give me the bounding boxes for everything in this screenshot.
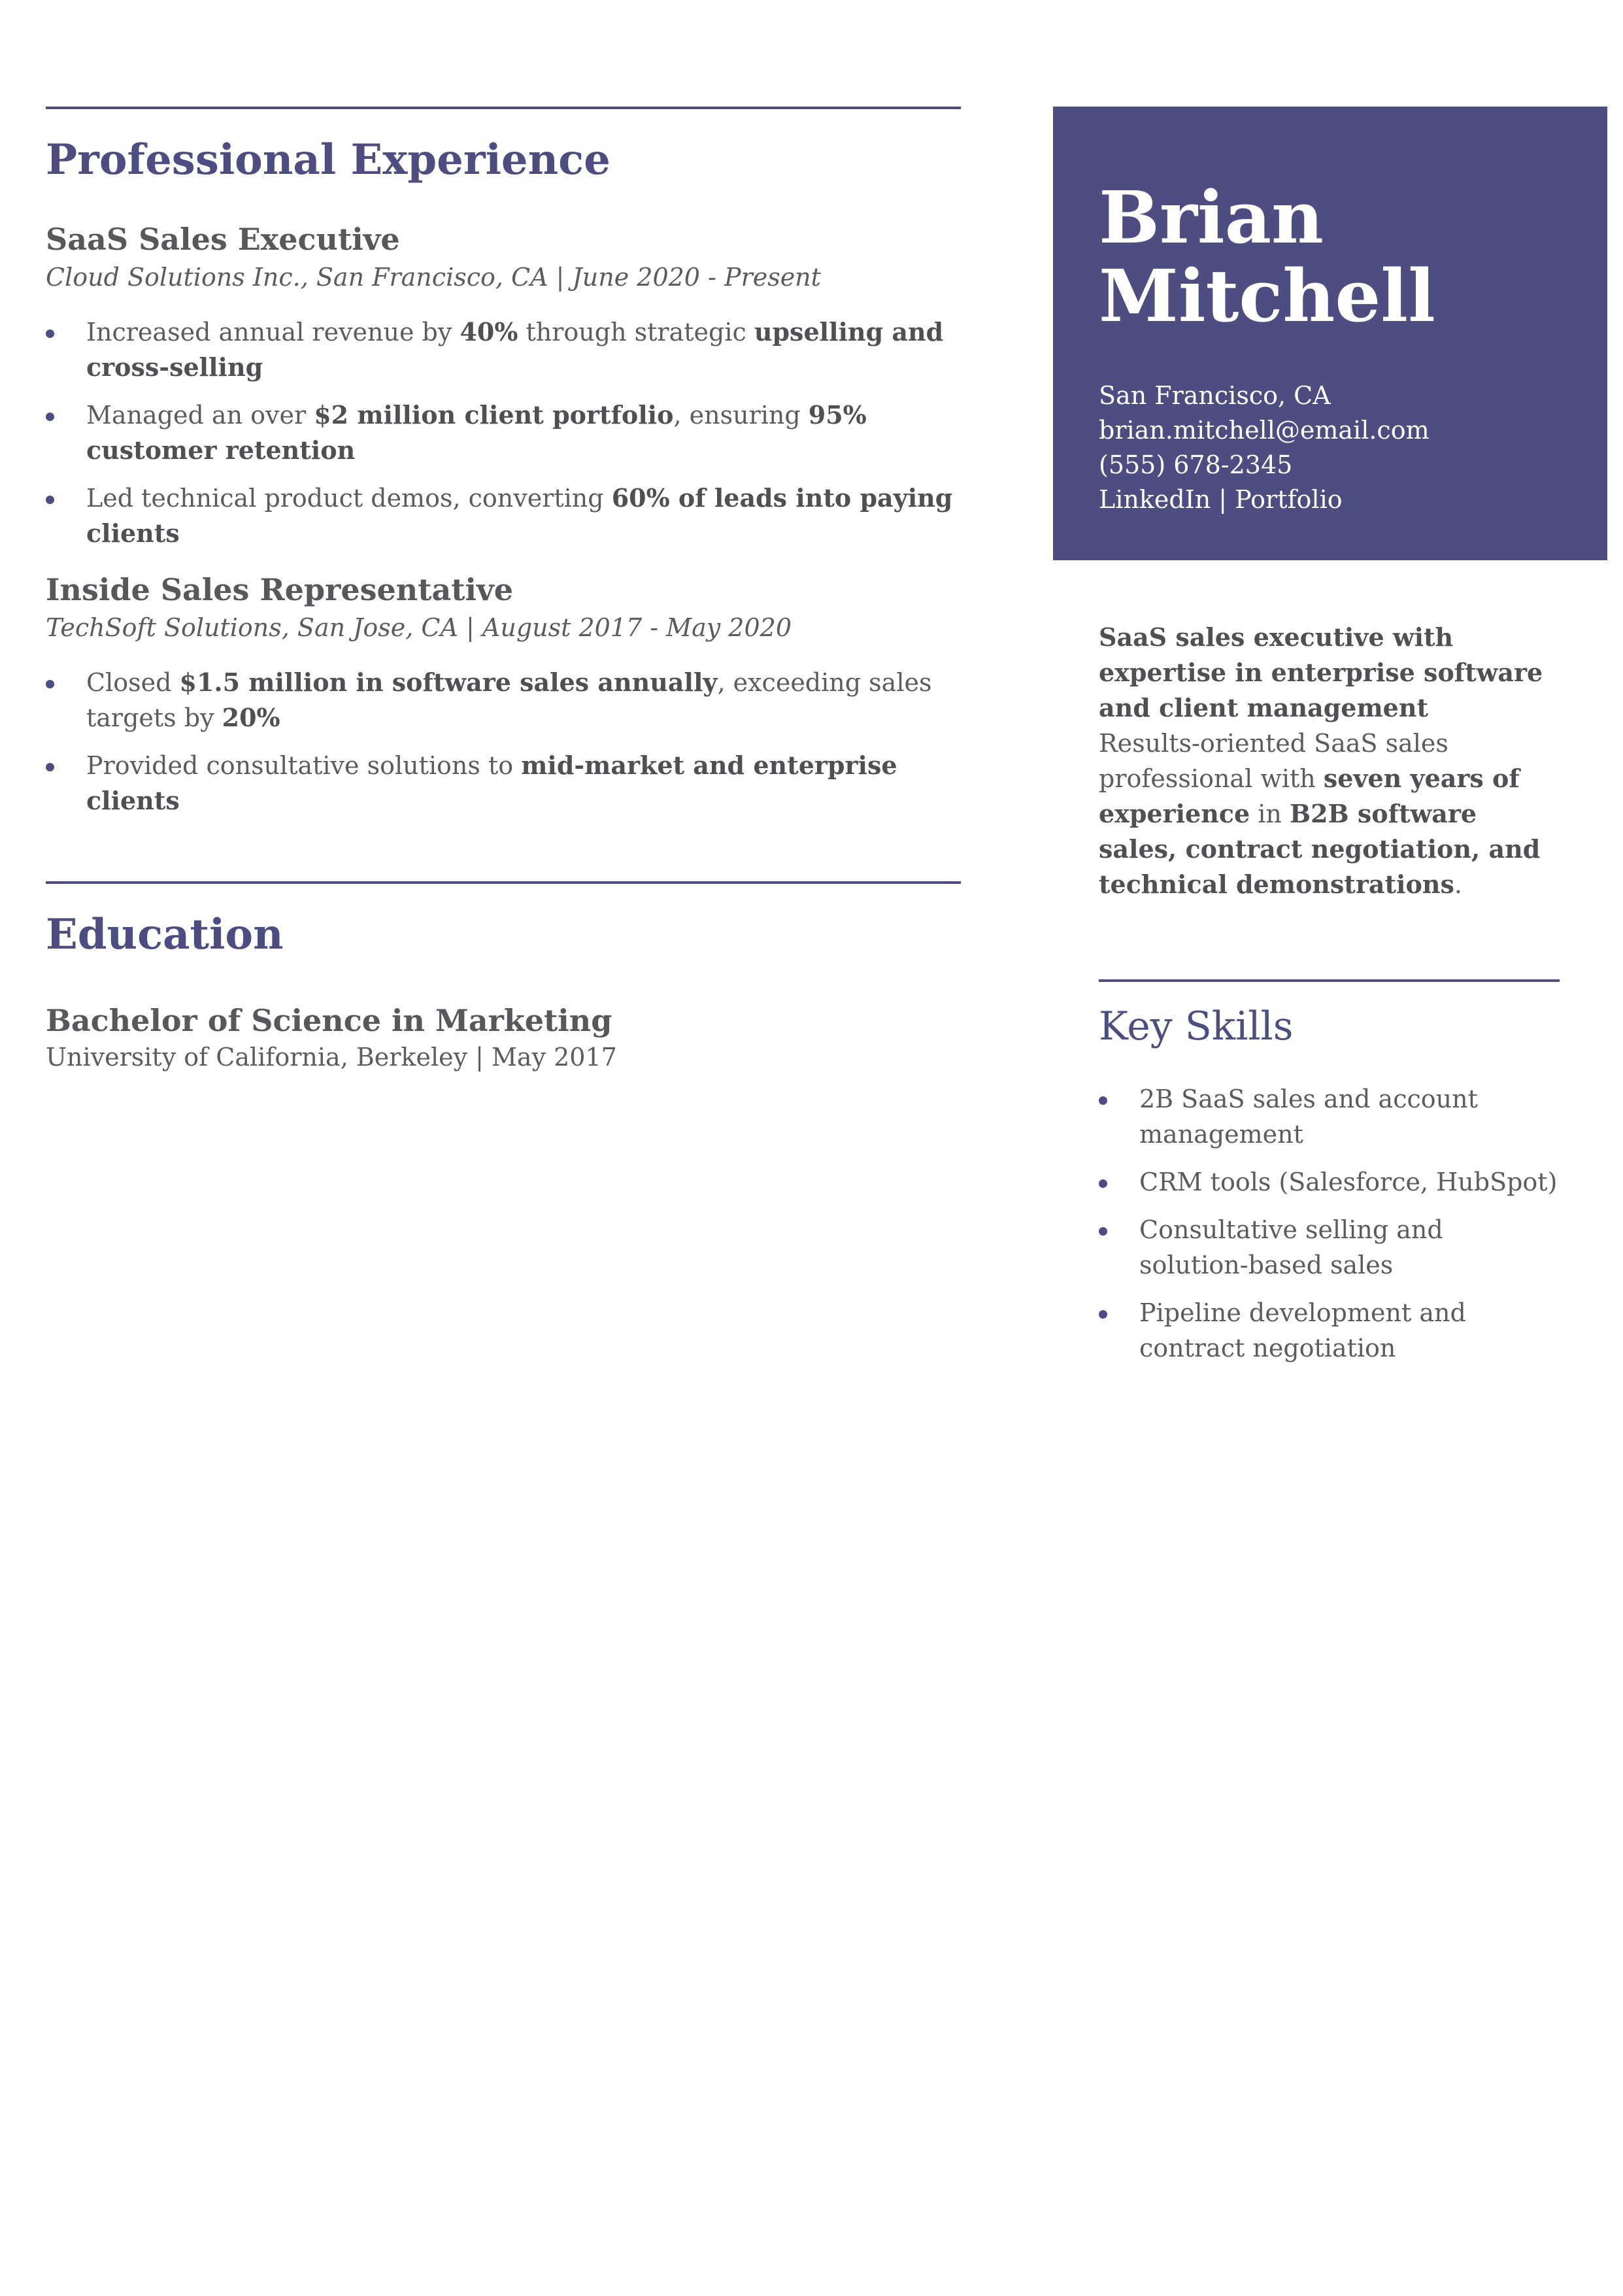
bullet-bold-text: $1.5 million in software sales annually [179,667,718,697]
main-column [46,107,961,1075]
summary-headline: SaaS sales executive with expertise in enterprise software and client management [1099,622,1543,722]
bullet-dot-icon [46,329,54,338]
skill-item [1099,1212,1560,1283]
bullet-bold-text: 95% customer retention [86,400,867,465]
bullet-bold-text: 60% of leads into paying clients [86,483,953,548]
job-title: Inside Sales Representative [46,572,513,607]
job-entry [46,571,961,819]
bullet-dot-icon [1099,1096,1107,1105]
summary-text [1099,726,1560,902]
bullet-item [46,748,961,819]
bullet-bold-text: 20% [222,703,280,732]
skill-item [1099,1081,1560,1152]
skill-label: CRM tools (Salesforce, HubSpot) [1139,1168,1558,1196]
contact-links[interactable]: LinkedIn | Portfolio [1099,485,1343,514]
bullet-bold-text: mid-market and enterprise clients [86,751,897,815]
bullet-text: , exceeding sales targets by [86,668,932,732]
job-entry [46,220,961,551]
skills-heading: Key Skills [1099,1004,1294,1049]
bullet-text: Increased annual revenue by [86,318,460,346]
experience-heading: Professional Experience [46,135,611,184]
bullet-item [46,481,961,551]
bullet-text: Managed an over [86,401,314,430]
bullet-dot-icon [46,496,54,504]
contact-phone: (555) 678-2345 [1099,450,1293,479]
summary-bold-experience: seven years of experience [1099,764,1520,828]
skill-item [1099,1295,1560,1366]
bullet-text: through strategic [518,318,754,346]
summary-bold-skills: B2B software sales, contract negotiation, and technical demonstrations [1099,799,1541,899]
bullet-bold-text: 40% [460,317,518,346]
bullet-text: Closed [86,668,180,697]
bullet-dot-icon [1099,1179,1107,1188]
bullet-item [46,665,961,735]
contact-info [1099,379,1562,517]
skill-item [1099,1164,1560,1200]
job-bullets [46,314,961,551]
bullet-text: Provided consultative solutions to [86,751,522,780]
education-divider [46,881,961,884]
bullet-dot-icon [1099,1310,1107,1319]
skill-label: 2B SaaS sales and account management [1139,1085,1478,1149]
skill-label: Consultative selling and solution-based sales [1139,1215,1443,1279]
bullet-dot-icon [46,413,54,421]
contact-email[interactable]: brian.mitchell@email.com [1099,416,1430,445]
skill-label: Pipeline development and contract negotiation [1139,1298,1466,1362]
bullet-bold-text: $2 million client portfolio [314,400,674,430]
summary-text-suffix: . [1454,870,1462,899]
summary-text-mid: in [1250,800,1290,828]
job-meta: Cloud Solutions Inc., San Francisco, CA | June 2020 - Present [46,263,821,292]
skills-list [1099,1081,1560,1366]
skills-divider [1099,979,1560,982]
bullet-dot-icon [1099,1227,1107,1236]
bullet-item [46,314,961,385]
bullet-text: , ensuring [673,401,809,430]
bullet-text: Led technical product demos, converting [86,484,612,513]
name-last: Mitchell [1099,254,1435,338]
bullet-bold-text: upselling and cross-selling [86,317,944,382]
name-header-box [1053,107,1607,560]
bullet-dot-icon [46,763,54,771]
education-heading: Education [46,910,284,959]
side-column [1099,620,1560,1378]
education-meta: University of California, Berkeley | May 2017 [46,1043,617,1072]
bullet-item [46,397,961,468]
summary-text-prefix: Results-oriented SaaS sales professional with [1099,729,1448,793]
degree-title: Bachelor of Science in Marketing [46,1003,612,1038]
contact-location: San Francisco, CA [1099,381,1331,410]
name-first: Brian [1099,175,1324,260]
job-bullets [46,665,961,819]
education-entry [46,1002,961,1075]
experience-divider [46,107,961,109]
job-meta: TechSoft Solutions, San Jose, CA | August 2017 - May 2020 [46,613,792,642]
bullet-dot-icon [46,680,54,688]
job-title: SaaS Sales Executive [46,222,400,257]
